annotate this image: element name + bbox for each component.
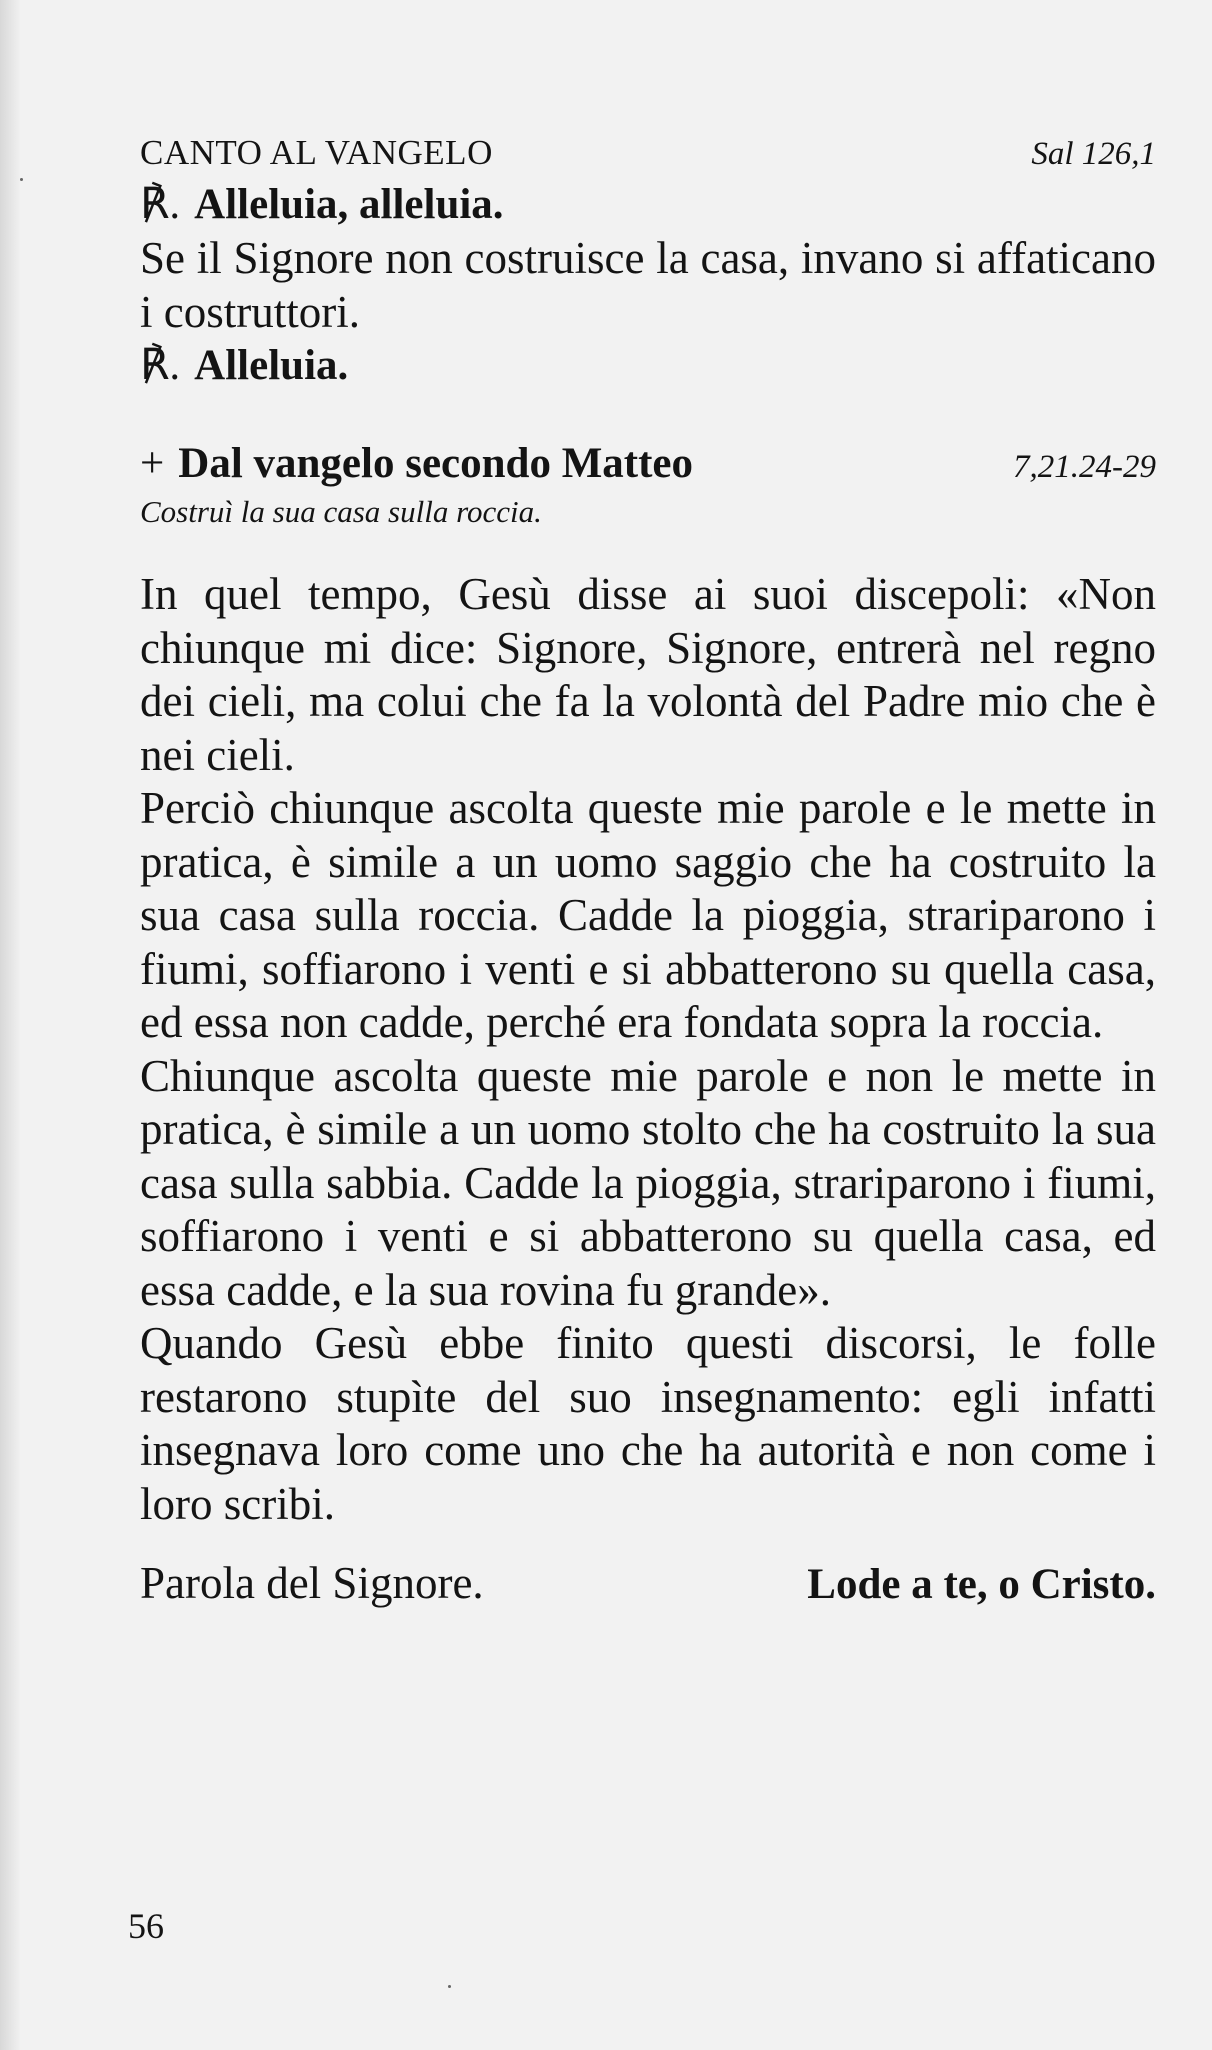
- gospel-reference: 7,21.24-29: [1013, 449, 1156, 485]
- closing-reply: Lode a te, o Cristo.: [807, 1561, 1156, 1608]
- gospel-closing: [140, 1557, 1156, 1609]
- gospel-header: [140, 439, 1156, 488]
- gospel-body: [140, 568, 1156, 1531]
- page-number: 56: [128, 1906, 164, 1946]
- gospel-title-text: Dal vangelo secondo Matteo: [178, 440, 694, 487]
- canto-heading: CANTO AL VANGELO: [140, 133, 493, 172]
- response-symbol: ℟.: [140, 181, 181, 228]
- canto-verse: Se il Signore non costruisce la casa, invano si affaticano i costruttori.: [140, 233, 1156, 337]
- response-text: Alleluia, alleluia.: [194, 181, 504, 228]
- page-edge: [0, 0, 20, 2050]
- canto-header: [140, 128, 1156, 178]
- scan-speck: [448, 1985, 451, 1988]
- page-content: [140, 128, 1156, 1609]
- gospel-paragraph: Perciò chiunque ascolta queste mie parole e le mette in pratica, è simile a un uomo saggio che ha costruito la sua casa sulla roccia. Cadde la pioggia, strariparono i fiumi, soffiarono i venti e si abbatterono su quella casa, ed essa non cadde, perché era fondata sopra la roccia.: [140, 783, 1156, 1047]
- gospel-subtitle: Costruì la sua casa sulla roccia.: [140, 494, 542, 529]
- canto-response-1: [140, 178, 1156, 232]
- scan-speck: [20, 178, 23, 181]
- response-text: Alleluia.: [194, 342, 349, 389]
- closing-acclamation: Parola del Signore.: [140, 1558, 484, 1608]
- canto-response-2: [140, 339, 1156, 393]
- response-symbol: ℟.: [140, 342, 181, 389]
- gospel-title: [140, 439, 693, 488]
- gospel-paragraph: Chiunque ascolta queste mie parole e non le mette in pratica, è simile a un uomo stolto che ha costruito la sua casa sulla sabbia. Cadde la pioggia, strariparono i fiumi, soffiarono i venti e si abbatterono su quella casa, ed essa cadde, e la sua rovina fu grande».: [140, 1050, 1156, 1315]
- cross-icon: +: [140, 440, 165, 487]
- canto-reference: Sal 126,1: [1031, 136, 1156, 172]
- gospel-paragraph: In quel tempo, Gesù disse ai suoi discepoli: «Non chiunque mi dice: Signore, Signore, entrerà nel regno dei cieli, ma colui che fa la volontà del Padre mio che è nei cieli.: [140, 569, 1156, 780]
- gospel-paragraph: Quando Gesù ebbe finito questi discorsi, le folle restarono stupìte del suo insegnamento: egli infatti insegnava loro come uno che ha autorità e non come i loro scribi.: [140, 1318, 1156, 1529]
